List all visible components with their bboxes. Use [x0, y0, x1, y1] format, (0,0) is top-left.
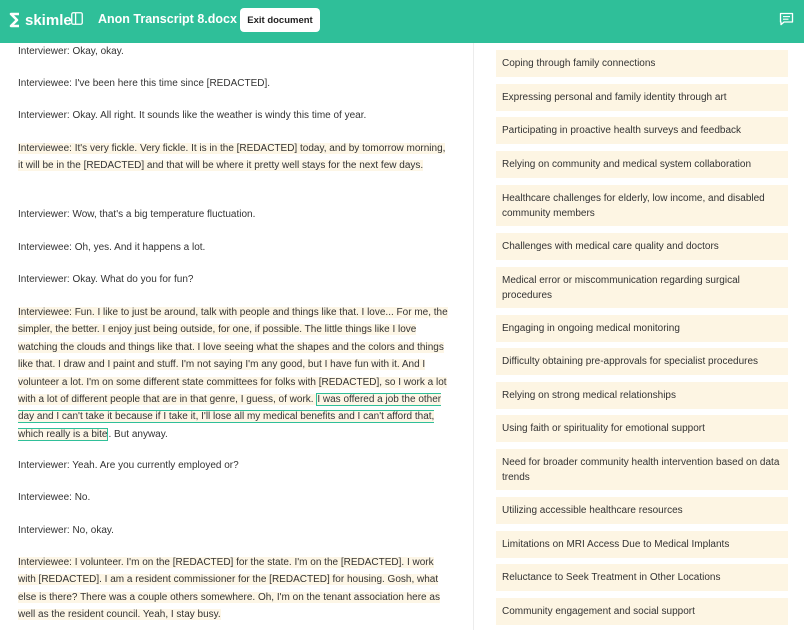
skimle-logo-icon	[8, 12, 22, 28]
theme-item[interactable]: Expressing personal and family identity through art	[496, 84, 788, 111]
theme-item[interactable]: Healthcare challenges for elderly, low income, and disabled community members	[496, 185, 788, 226]
theme-item[interactable]: Reluctance to Seek Treatment in Other Locations	[496, 564, 788, 591]
theme-item[interactable]: Coping through family connections	[496, 50, 788, 77]
transcript-paragraph: Interviewer: Wow, that's a big temperature fluctuation.	[18, 209, 256, 220]
brand-name: skimle	[25, 11, 72, 29]
transcript-paragraph: Interviewer: No, okay.	[18, 525, 114, 536]
theme-item[interactable]: Relying on community and medical system collaboration	[496, 151, 788, 178]
exit-document-button[interactable]: Exit document	[240, 8, 320, 32]
theme-item[interactable]: Utilizing accessible healthcare resources	[496, 497, 788, 524]
theme-item[interactable]: Using faith or spirituality for emotional support	[496, 415, 788, 442]
theme-item[interactable]: Engaging in ongoing medical monitoring	[496, 315, 788, 342]
transcript-paragraph: Interviewee: Oh, yes. And it happens a lot.	[18, 242, 206, 253]
transcript-paragraph: Interviewer: Okay. All right. It sounds like the weather is windy this time of year.	[18, 110, 367, 121]
transcript-paragraph: Interviewee: No.	[18, 492, 91, 503]
selected-excerpt[interactable]: I was offered a job the other day and I can't take it because if I take it, I'll lose all my medical benefits and I can't afford that, which really is a bite	[18, 394, 442, 440]
theme-item[interactable]: Medical error or miscommunication regarding surgical procedures	[496, 267, 788, 308]
transcript-paragraph: Interviewee: Fun. I like to just be around, talk with people and things like that. I love... For me, the simpler, the better. I enjoy just being outside, for one, if possible. The little things like I love watching the clouds and things like that. I love seeing what the shapes and the colors and things like that. I draw and I paint and stuff. I'm not saying I'm any good, but I have fun with it. And I volunteer a lot. I'm on some different state committees for folks with [REDACTED], so I work a lot with a lot of different people that are in that genre, I guess, of work. I was offered a job the other day and I can't take it because if I take it, I'll lose all my medical benefits and I can't afford that, which really is a bite. But anyway.	[18, 307, 448, 440]
transcript-paragraph: Interviewee: It's very fickle. Very fickle. It is in the [REDACTED] today, and by tomorrow morning, it will be in the [REDACTED] and that will be where it pretty well stays for the next few days.	[18, 143, 446, 172]
transcript-panel[interactable]	[0, 43, 474, 630]
comments-icon[interactable]	[779, 12, 794, 26]
transcript-paragraph: Interviewer: Okay, okay.	[18, 46, 124, 57]
theme-item[interactable]: Relying on strong medical relationships	[496, 382, 788, 409]
transcript-paragraph: Interviewee: I've been here this time since [REDACTED].	[18, 78, 271, 89]
theme-item[interactable]: Need for broader community health intervention based on data trends	[496, 449, 788, 490]
skimle-logo[interactable]	[8, 10, 72, 30]
transcript-paragraph: Interviewer: Okay. What do you for fun?	[18, 274, 194, 285]
theme-item[interactable]: Limitations on MRI Access Due to Medical Implants	[496, 531, 788, 558]
theme-item[interactable]: Community engagement and social support	[496, 598, 788, 625]
transcript-paragraph: Interviewee: I volunteer. I'm on the [REDACTED] for the state. I'm on the [REDACTED]. I work with [REDACTED]. I am a resident commissioner for the [REDACTED] for housing. Gosh, what else is there? There was a couple others somewhere. Oh, I'm on the tenant association here as well as the resident council. Yeah, I stay busy.	[18, 557, 440, 621]
theme-item[interactable]: Difficulty obtaining pre-approvals for specialist procedures	[496, 348, 788, 375]
sidebar-toggle-icon[interactable]	[71, 12, 83, 25]
theme-item[interactable]: Challenges with medical care quality and doctors	[496, 233, 788, 260]
theme-item[interactable]: Participating in proactive health surveys and feedback	[496, 117, 788, 144]
document-title: Anon Transcript 8.docx	[98, 12, 237, 26]
app-header	[0, 0, 804, 43]
transcript-paragraph: Interviewer: Yeah. Are you currently employed or?	[18, 460, 239, 471]
